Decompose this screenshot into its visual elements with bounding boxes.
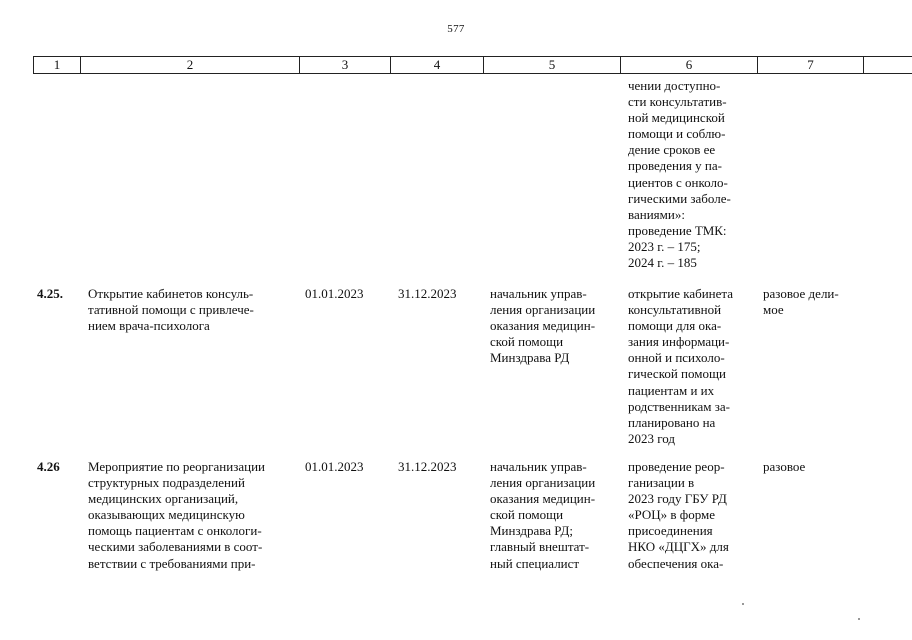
row-4-26-type: разовое	[763, 459, 806, 474]
page-number: 577	[447, 23, 465, 35]
header-col-6: 6	[620, 57, 757, 73]
header-col-7: 7	[757, 57, 864, 73]
header-col-5: 5	[483, 57, 620, 73]
row-4-25-measure: Открытие кабинетов консуль- тативной помощи с привлече- нием врача-психолога	[88, 286, 254, 334]
continuation-result-text: чении доступно- сти консультатив- ной медицинской помощи и соблю- дение сроков ее проведения у па- циентов с онколо- гическими заболе- ваниями»: проведение ТМК: 2023 г. – 175; 2024 г. – 185	[628, 78, 731, 271]
row-4-25-responsible: начальник управ- ления организации оказания медицин- ской помощи Минздрава РД	[490, 286, 596, 366]
row-4-26-end-date: 31.12.2023	[398, 459, 457, 474]
row-4-26-measure: Мероприятие по реорганизации структурных подразделений медицинских организаций, оказывающих медицинскую помощь пациентам с онкологи- ческими заболеваниями в соот- ветствии с требованиями при-	[88, 459, 265, 571]
row-4-25-end-date: 31.12.2023	[398, 286, 457, 301]
row-4-25-type: разовое дели- мое	[763, 286, 839, 318]
header-col-4: 4	[390, 57, 483, 73]
row-4-26-responsible: начальник управ- ления организации оказания медицин- ской помощи Минздрава РД; главный внештат- ный специалист	[490, 459, 596, 571]
row-4-26-result: проведение реор- ганизации в 2023 году ГБУ РД «РОЦ» в форме присоединения НКО «ДЦГХ» для обеспечения ока-	[628, 459, 729, 571]
row-4-25-result: открытие кабинета консультативной помощи для ока- зания информаци- онной и психоло- гической помощи пациентам и их родственникам за- планировано на 2023 год	[628, 286, 734, 446]
row-4-26-start-date: 01.01.2023	[305, 459, 364, 474]
header-col-1: 1	[33, 57, 80, 73]
row-4-25-number: 4.25.	[37, 286, 63, 301]
header-bottom-rule	[33, 73, 912, 74]
scan-speck	[742, 603, 744, 605]
row-4-25-start-date: 01.01.2023	[305, 286, 364, 301]
header-col-3: 3	[299, 57, 390, 73]
scan-speck	[858, 618, 860, 620]
row-4-26-number: 4.26	[37, 459, 60, 474]
header-col-2: 2	[80, 57, 299, 73]
